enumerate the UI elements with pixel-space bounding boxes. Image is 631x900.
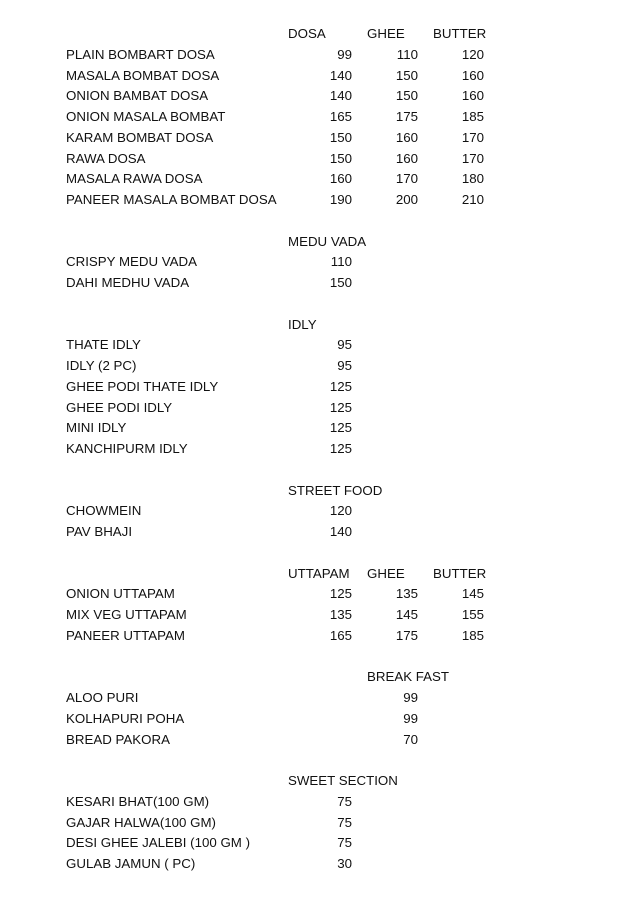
menu-item	[0, 792, 631, 812]
item-price: 165	[329, 627, 352, 643]
menu-item	[0, 605, 631, 625]
menu-item	[0, 398, 631, 418]
item-price: 160	[395, 150, 418, 166]
item-price: 135	[395, 586, 418, 602]
item-name: PANEER MASALA BOMBAT DOSA	[66, 192, 277, 207]
section-header-row	[0, 771, 631, 791]
menu-item	[0, 584, 631, 604]
item-name: GULAB JAMUN ( PC)	[66, 856, 196, 871]
item-price: 140	[329, 67, 352, 83]
item-price: 95	[337, 358, 352, 373]
section-header-row	[0, 667, 631, 687]
item-name: GAJAR HALWA(100 GM)	[66, 814, 216, 830]
menu-item	[0, 149, 631, 169]
item-price: 125	[329, 441, 352, 456]
item-price: 160	[329, 171, 352, 187]
column-header: UTTAPAM	[288, 565, 350, 581]
item-price: 150	[329, 275, 352, 290]
menu-item	[0, 854, 631, 874]
menu-item	[0, 626, 631, 646]
item-price: 150	[329, 129, 352, 145]
item-price: 75	[337, 793, 352, 809]
item-price: 30	[337, 856, 352, 871]
item-name: MASALA RAWA DOSA	[66, 171, 203, 187]
column-header: MEDU VADA	[288, 233, 367, 249]
item-price: 210	[461, 192, 484, 207]
section-header-row	[0, 481, 631, 501]
item-name: KARAM BOMBAT DOSA	[66, 129, 214, 145]
item-price: 185	[461, 627, 484, 643]
menu-item	[0, 128, 631, 148]
menu-item	[0, 335, 631, 355]
section-header-row	[0, 24, 631, 44]
item-price: 170	[461, 150, 484, 166]
item-price: 165	[329, 109, 352, 124]
item-price: 150	[395, 67, 418, 83]
item-price: 190	[329, 192, 352, 207]
item-price: 145	[461, 586, 484, 602]
menu-item	[0, 813, 631, 833]
menu-item	[0, 252, 631, 272]
item-price: 99	[337, 46, 352, 62]
menu-item	[0, 45, 631, 65]
section-header-row	[0, 232, 631, 252]
item-price: 110	[330, 254, 352, 270]
item-price: 160	[461, 88, 484, 104]
section-header-row	[0, 564, 631, 584]
item-price: 175	[395, 109, 418, 124]
item-name: ONION MASALA BOMBAT	[66, 109, 226, 124]
item-name: GHEE PODI IDLY	[66, 399, 173, 415]
item-name: PANEER UTTAPAM	[66, 627, 185, 643]
item-name: BREAD PAKORA	[66, 731, 170, 747]
item-price: 99	[403, 690, 418, 705]
item-price: 125	[329, 586, 352, 602]
item-price: 125	[329, 399, 352, 415]
menu-item	[0, 356, 631, 376]
item-price: 160	[461, 67, 484, 83]
item-price: 170	[461, 129, 484, 145]
item-name: CRISPY MEDU VADA	[66, 254, 198, 270]
column-header: BREAK FAST	[367, 669, 450, 685]
item-price: 140	[329, 524, 352, 539]
menu-item	[0, 833, 631, 853]
menu-item	[0, 377, 631, 397]
item-name: DESI GHEE JALEBI (100 GM )	[66, 835, 250, 851]
item-price: 185	[461, 109, 484, 124]
column-header: SWEET SECTION	[288, 773, 398, 788]
column-header: DOSA	[288, 26, 326, 41]
item-price: 145	[395, 607, 418, 622]
column-header: GHEE	[367, 565, 405, 581]
item-name: ONION UTTAPAM	[66, 586, 175, 602]
section-header-row	[0, 315, 631, 335]
menu-item	[0, 501, 631, 521]
item-price: 175	[395, 627, 418, 643]
item-price: 155	[461, 607, 484, 622]
menu-item	[0, 439, 631, 459]
item-name: RAWA DOSA	[66, 150, 146, 166]
item-name: THATE IDLY	[66, 337, 141, 353]
column-header: STREET FOOD	[288, 482, 383, 498]
item-name: IDLY (2 PC)	[66, 358, 137, 373]
item-name: MIX VEG UTTAPAM	[66, 607, 187, 622]
menu-item	[0, 688, 631, 708]
item-name: ALOO PURI	[66, 690, 139, 705]
item-name: PLAIN BOMBART DOSA	[66, 46, 215, 62]
column-header: GHEE	[367, 26, 405, 41]
item-price: 160	[395, 129, 418, 145]
item-name: CHOWMEIN	[66, 503, 142, 519]
item-price: 180	[461, 171, 484, 187]
column-header: IDLY	[288, 316, 317, 332]
item-price: 150	[395, 88, 418, 104]
item-name: DAHI MEDHU VADA	[66, 275, 190, 290]
item-price: 125	[329, 378, 352, 394]
menu-item	[0, 273, 631, 293]
item-name: ONION BAMBAT DOSA	[66, 88, 209, 104]
item-price: 170	[395, 171, 418, 187]
menu-item	[0, 418, 631, 438]
menu-item	[0, 709, 631, 729]
menu-item	[0, 86, 631, 106]
column-header: BUTTER	[433, 565, 487, 581]
item-price: 110	[396, 46, 418, 62]
menu-item	[0, 66, 631, 86]
item-name: PAV BHAJI	[66, 524, 133, 539]
item-price: 150	[329, 150, 352, 166]
item-price: 125	[329, 420, 352, 436]
item-name: KESARI BHAT(100 GM)	[66, 793, 210, 809]
item-name: KOLHAPURI POHA	[66, 710, 185, 726]
item-price: 135	[329, 607, 352, 622]
item-price: 70	[403, 731, 418, 747]
item-price: 95	[337, 337, 352, 353]
item-price: 75	[337, 835, 352, 851]
menu-item	[0, 169, 631, 189]
item-price: 120	[329, 503, 352, 519]
menu-item	[0, 730, 631, 750]
item-price: 140	[329, 88, 352, 104]
menu-item	[0, 107, 631, 127]
item-name: GHEE PODI THATE IDLY	[66, 378, 219, 394]
menu-item	[0, 522, 631, 542]
item-price: 200	[395, 192, 418, 207]
item-price: 99	[403, 710, 418, 726]
column-header: BUTTER	[433, 26, 487, 41]
item-price: 75	[337, 814, 352, 830]
menu-item	[0, 190, 631, 210]
item-name: MINI IDLY	[66, 420, 127, 436]
item-name: MASALA BOMBAT DOSA	[66, 67, 220, 83]
item-price: 120	[461, 46, 484, 62]
item-name: KANCHIPURM IDLY	[66, 441, 188, 456]
